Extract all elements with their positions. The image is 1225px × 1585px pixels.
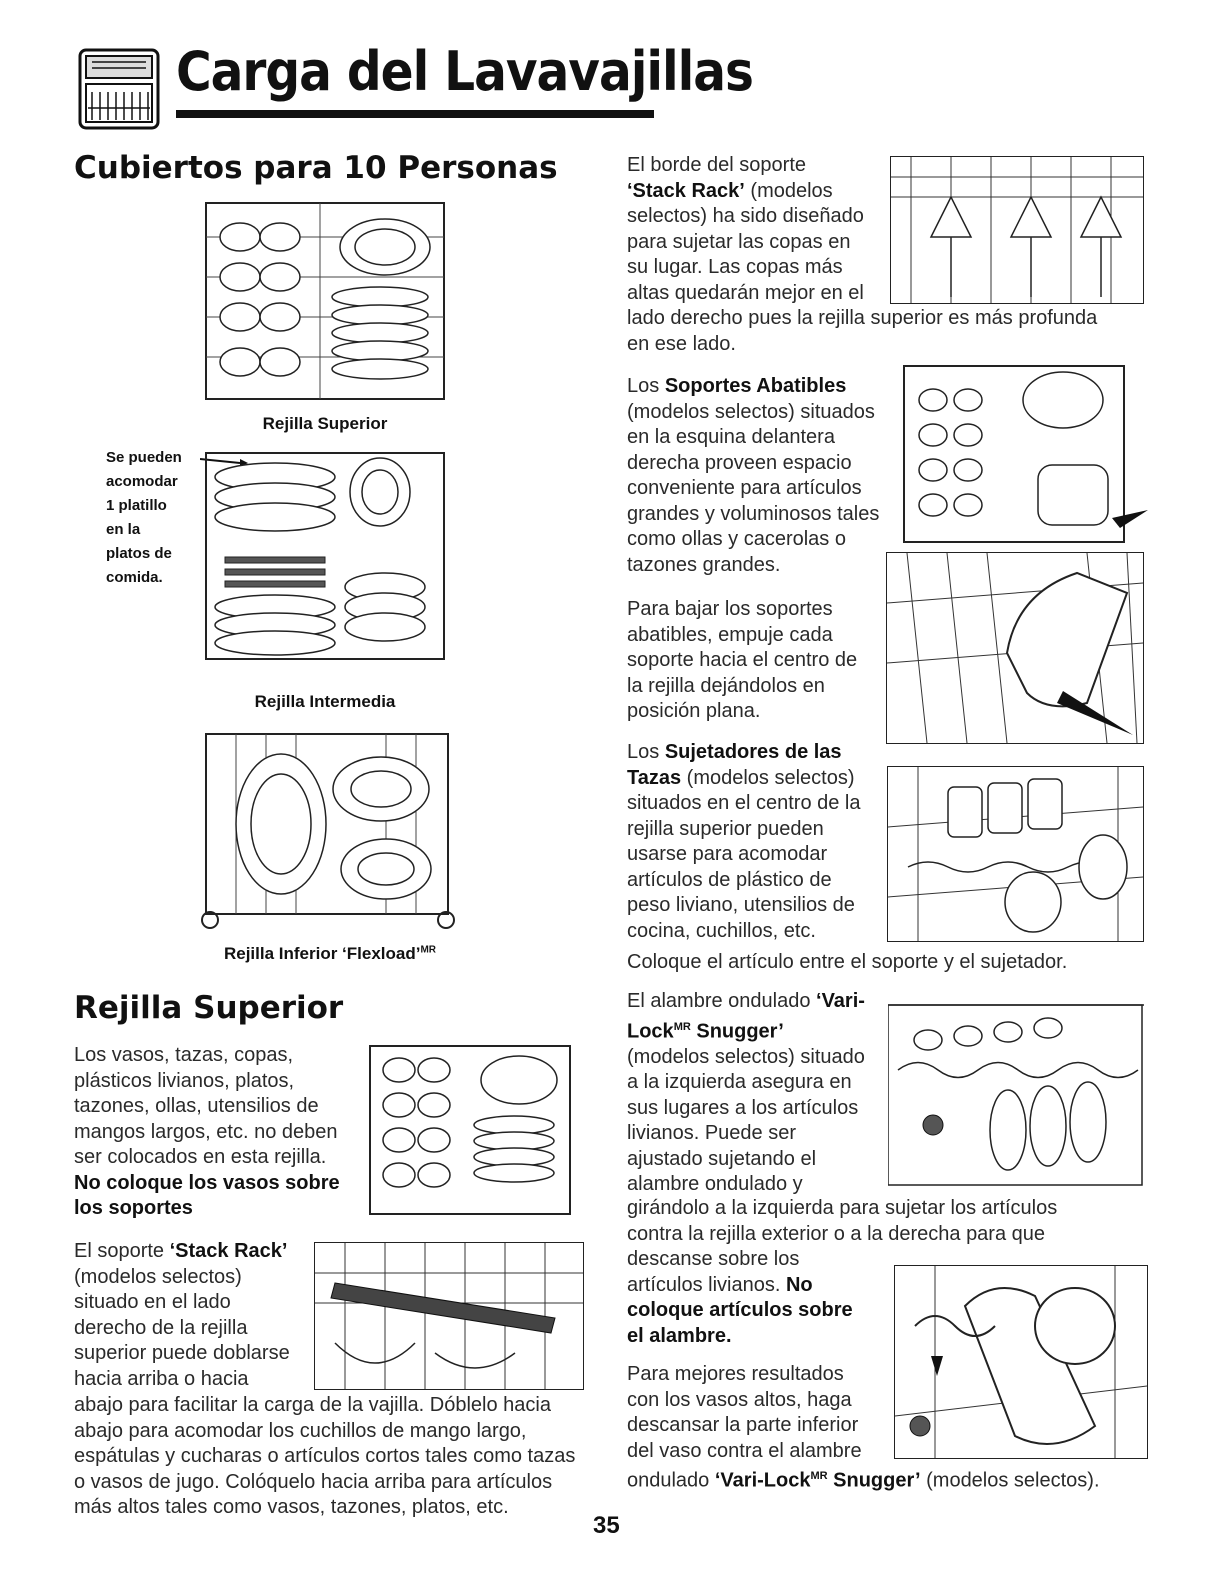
rejilla-superior-text: Los vasos, tazas, copas, plásticos livianos, platos, tazones, ollas, utensilios de mangos largos, etc. no deben ser colocados en esta rejilla. No coloque los vasos sobre los soportes [74,1044,340,1219]
sujetadores-tazas-text: Los Sujetadores de las Tazas (modelos selectos) situados en el centro de la rejilla superior pueden usarse para acomodar artículos de plástico de peso liviano, utensilios de cocina, cuchillos, etc. [627,741,861,942]
section-heading-cubiertos: Cubiertos para 10 Personas [74,150,558,186]
side-note: Se pueden acomodar 1 platillo en la platos de comida. [106,449,182,586]
upper-rack-illustration [200,197,450,407]
vari-lock-snugger-illustration [888,1000,1144,1190]
caption-lower-rack: Rejilla Inferior ‘Flexload’$^{MR}$ [223,944,437,963]
caption-upper-rack: Rejilla Superior [262,414,388,433]
soportes-abatibles-text: Los Soportes Abatibles (modelos selectos) situados en la esquina delantera derecha proveen espacio conveniente para artículos grandes y voluminosos tales como ollas y cacerolas o tazones grandes. [627,375,880,576]
vari-lock-text-full: girándolo a la izquierda para sujetar los artículos contra la rejilla exterior o a la derecha para que [627,1197,1058,1245]
stack-rack-illustration [314,1242,584,1390]
stack-rack-edge-illustration [890,156,1144,304]
upper-rack-small-illustration [364,1040,578,1220]
lower-rack-illustration [196,724,458,936]
title-underline [176,110,654,118]
stack-rack-edge-text: El borde del soporte ‘Stack Rack’ (modelos selectos) ha sido diseñado para sujetar las copas en su lugar. Las copas más altas quedarán mejor en el [627,154,864,304]
page-number: 35 [593,1512,620,1539]
page-title: Carga del Lavavajillas [176,40,753,103]
stack-rack-text-full: abajo para facilitar la carga de la vajilla. Dóblelo hacia abajo para acomodar los cuchillos de mango largo, espátulas y cucharas o artículos cortos tales como tazas o vasos de jugo. Colóquelo hacia arriba para artículos más altos tales como vasos, tazones, platos, etc. [74,1394,576,1518]
fold-down-action-illustration [886,552,1144,744]
tall-glass-text: Para mejores resultados con los vasos altos, haga descansar la parte inferior del vaso contra el alambre [627,1363,862,1462]
bajar-soportes-text: Para bajar los soportes abatibles, empuje cada soporte hacia el centro de la rejilla dejándolos en posición plana. [627,598,858,722]
cup-clips-illustration [887,766,1144,942]
dishwasher-icon [78,48,160,130]
fold-down-tines-illustration [898,360,1150,548]
caption-middle-rack: Rejilla Intermedia [254,692,396,711]
tall-glass-illustration [894,1265,1148,1459]
stack-rack-edge-text-full: lado derecho pues la rejilla superior es más profunda en ese lado. [627,307,1098,355]
vari-lock-text-b: descanse sobre los artículos livianos. No coloque artículos sobre el alambre. [627,1248,853,1347]
middle-rack-illustration [200,447,450,669]
sujetadores-tazas-text-full: Coloque el artículo entre el soporte y el sujetador. [627,951,1068,973]
vari-lock-text: El alambre ondulado ‘Vari- Lock$^{MR}$ Snugger’ (modelos selectos) situado a la izquierda asegura en sus lugares a los artículos livianos. Puede ser ajustado sujetando el alambre ondulado y [627,990,865,1196]
tall-glass-text-last: ondulado ‘Vari-Lock$^{MR}$ Snugger’ (modelos selectos). [627,1469,1100,1492]
section-heading-rejilla-superior: Rejilla Superior [74,990,344,1026]
stack-rack-text: El soporte ‘Stack Rack’ (modelos selectos) situado en el lado derecho de la rejilla superior puede doblarse hacia arriba o hacia [74,1240,290,1390]
